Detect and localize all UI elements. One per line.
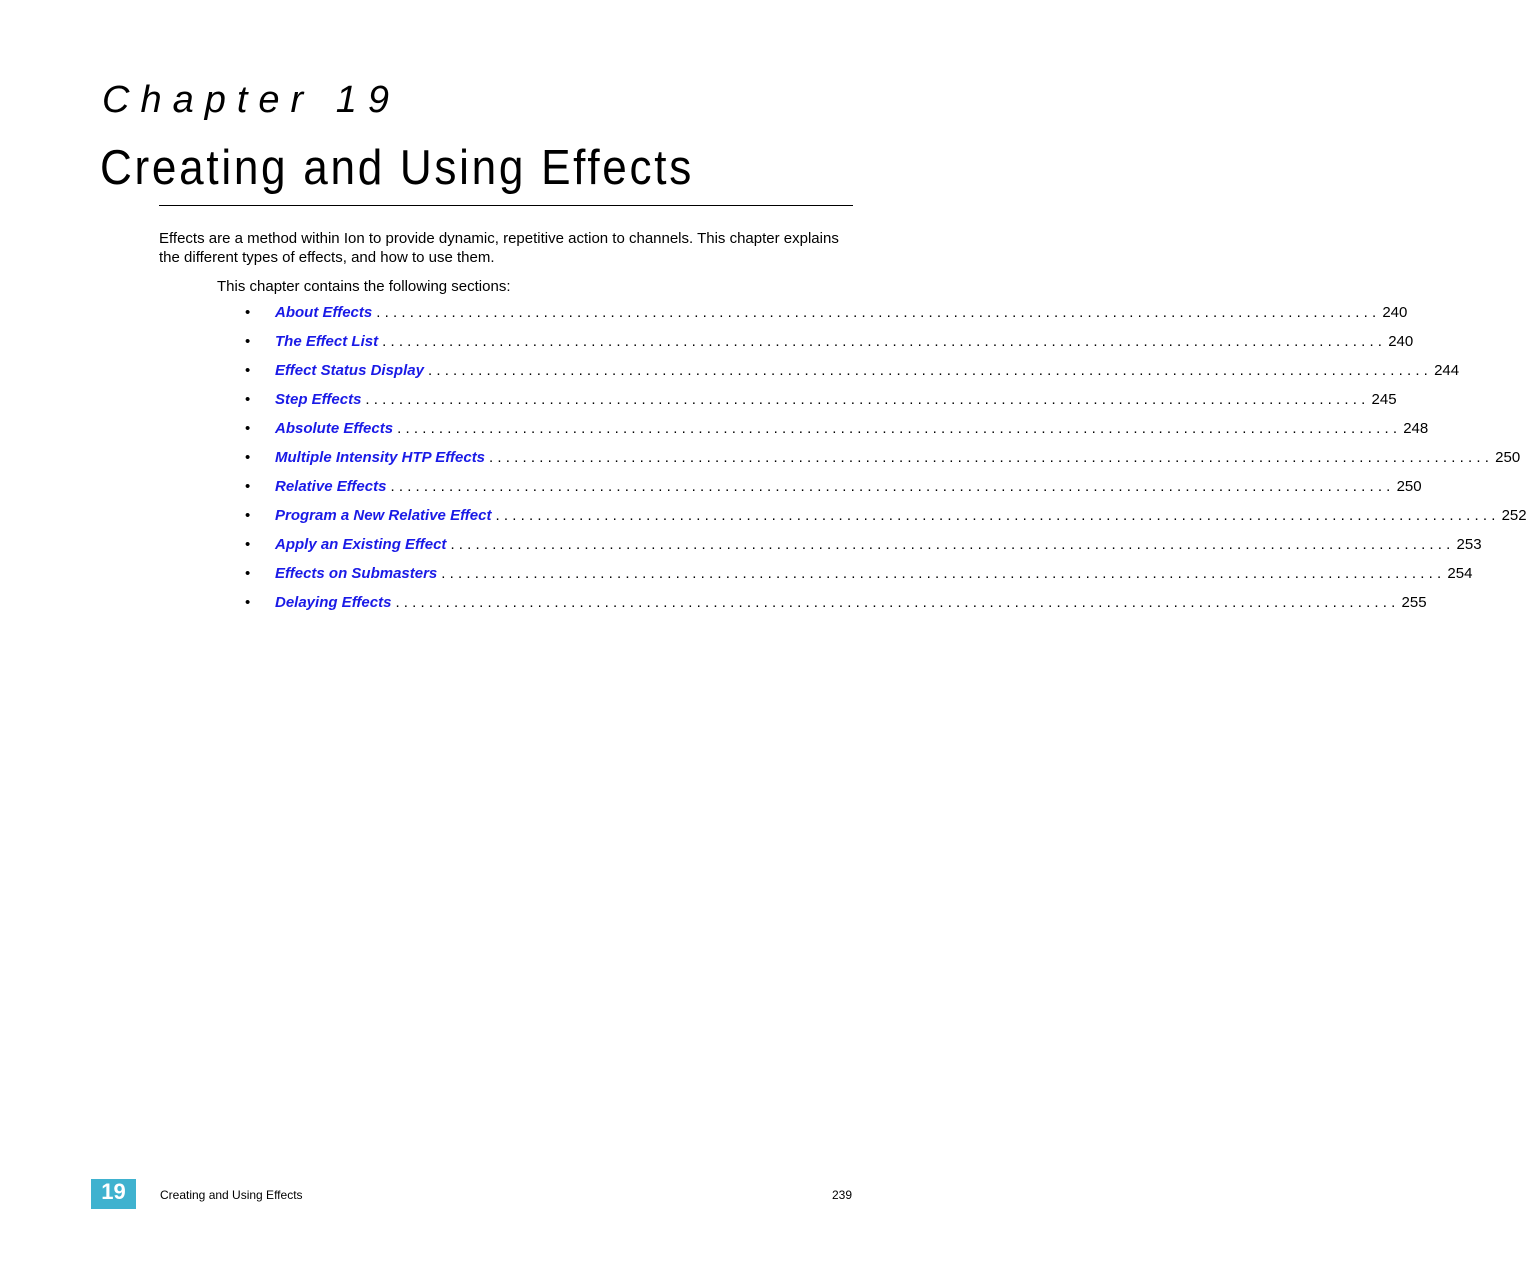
section-list — [245, 303, 1527, 622]
page-number: 250 — [1495, 449, 1521, 466]
section-link[interactable]: Multiple Intensity HTP Effects — [275, 449, 486, 466]
chapter-title: Creating and Using Effects — [100, 141, 694, 195]
dot-leader: ........................................................................................................................ — [382, 333, 1387, 350]
section-link[interactable]: Apply an Existing Effect — [275, 536, 447, 553]
list-item — [245, 593, 1427, 622]
bullet: • — [245, 391, 251, 408]
dot-leader: ........................................................................................................................ — [427, 362, 1433, 379]
sections-intro: This chapter contains the following sections: — [217, 278, 511, 295]
bullet: • — [245, 565, 251, 582]
dot-leader: ........................................................................................................................ — [397, 420, 1402, 437]
page-number: 253 — [1456, 536, 1482, 553]
dot-leader: ........................................................................................................................ — [376, 304, 1381, 321]
list-item — [245, 361, 1460, 390]
page-number: 240 — [1388, 333, 1414, 350]
dot-leader: ........................................................................................................................ — [495, 507, 1500, 524]
list-item — [245, 448, 1521, 477]
page-number: 240 — [1382, 304, 1408, 321]
intro-paragraph: Effects are a method within Ion to provide dynamic, repetitive action to channels. This chapter explains the different types of effects, and how to use them. — [159, 230, 839, 266]
page-number: 250 — [1396, 478, 1422, 495]
list-item — [245, 419, 1429, 448]
dot-leader: ........................................................................................................................ — [395, 594, 1400, 611]
bullet: • — [245, 449, 251, 466]
bullet: • — [245, 362, 251, 379]
bullet: • — [245, 507, 251, 524]
page-number: 244 — [1434, 362, 1460, 379]
section-link[interactable]: Relative Effects — [275, 478, 387, 495]
page-number: 248 — [1403, 420, 1429, 437]
bullet: • — [245, 420, 251, 437]
list-item — [245, 506, 1527, 535]
list-item — [245, 332, 1414, 361]
chapter-label: Chapter 19 — [102, 79, 401, 121]
section-link[interactable]: Effects on Submasters — [275, 565, 438, 582]
section-link[interactable]: The Effect List — [275, 333, 379, 350]
dot-leader: ........................................................................................................................ — [489, 449, 1494, 466]
section-link[interactable]: Absolute Effects — [275, 420, 394, 437]
section-link[interactable]: Program a New Relative Effect — [275, 507, 492, 524]
list-item — [245, 477, 1422, 506]
dot-leader: ........................................................................................................................ — [390, 478, 1395, 495]
page-number: 252 — [1501, 507, 1527, 524]
dot-leader: ........................................................................................................................ — [450, 536, 1455, 553]
section-link[interactable]: About Effects — [275, 304, 373, 321]
bullet: • — [245, 594, 251, 611]
page-number: 254 — [1447, 565, 1473, 582]
dot-leader: ........................................................................................................................ — [365, 391, 1370, 408]
list-item — [245, 564, 1473, 593]
bullet: • — [245, 536, 251, 553]
footer-title: Creating and Using Effects — [160, 1188, 303, 1202]
bullet: • — [245, 478, 251, 495]
list-item — [245, 303, 1408, 332]
footer-page-number: 239 — [831, 1188, 852, 1202]
list-item — [245, 535, 1482, 564]
page-number: 245 — [1371, 391, 1397, 408]
chapter-number-tab: 19 — [91, 1179, 136, 1209]
bullet: • — [245, 304, 251, 321]
title-divider — [159, 205, 853, 206]
dot-leader: ........................................................................................................................ — [441, 565, 1446, 582]
page-number: 255 — [1401, 594, 1427, 611]
list-item — [245, 390, 1397, 419]
section-link[interactable]: Effect Status Display — [275, 362, 424, 379]
section-link[interactable]: Step Effects — [275, 391, 362, 408]
bullet: • — [245, 333, 251, 350]
section-link[interactable]: Delaying Effects — [275, 594, 392, 611]
